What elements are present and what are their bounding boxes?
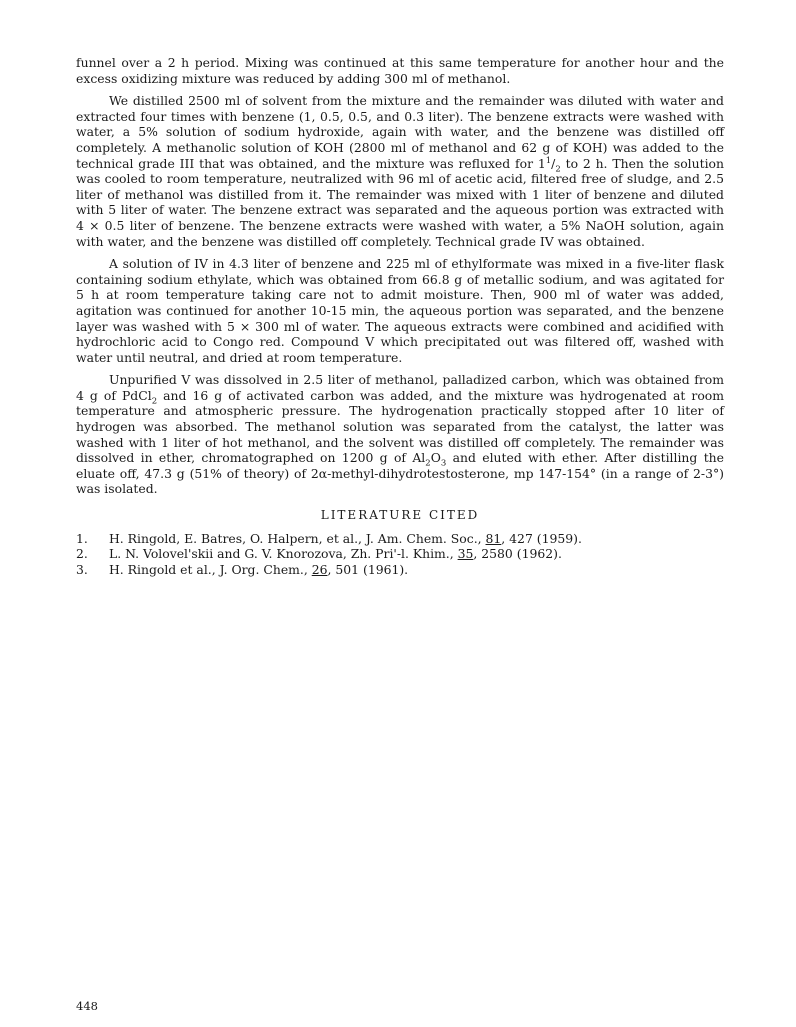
reference-volume: 81 xyxy=(485,530,502,546)
paragraph-3-text: A solution of IV in 4.3 liter of benzene and 225 ml of ethylformate was mixed in a five-liter flask containing sodium ethylate, which was obtained from 66.8 g of metallic sodium, and was agitated for 5 h at room temperature taking care not to admit moisture. Then, 900 ml of water was added, agitation was continued for another 10-15 min, the aqueous portion was separated, and the benzene layer was washed with 5 × 300 ml of water. The aqueous extracts were combined and acidified with hydrochloric acid to Congo red. Compound V which precipitated out was filtered off, washed with water until neutral, and dried at room temperature. xyxy=(76,256,724,365)
paragraph-1 xyxy=(76,55,724,86)
reference-authors: H. Ringold et al., J. Org. Chem., xyxy=(109,561,312,577)
reference-item xyxy=(76,531,724,547)
paragraph-4-text-c: O xyxy=(430,450,441,466)
paragraph-2: We distilled 2500 ml of solvent from the mixture and the remainder was diluted with water and extracted four times with benzene (1, 0.5, 0.5, and 0.3 liter). The benzene extracts were washed with water, a 5% solution of sodium hydroxide, again with water, and the benzene was distilled off completely. A methanolic solution of KOH (2800 ml of methanol and 62 g of KOH) was added to the technical grade III that was obtained, and the mixture was refluxed for $1^1/_2$ to 2 h. Then the solution was cooled to room temperature, neutralized with 96 ml of acetic acid, filtered free of sludge, and 2.5 liter of methanol was distilled from it. The remainder was mixed with 1 liter of benzene and diluted with 5 liter of water. The benzene extract was separated and the aqueous portion was extracted with 4 × 0.5 liter of benzene. The benzene extracts were washed with water, a 5% NaOH solution, again with water, and the benzene was distilled off completely. Technical grade IV was obtained. xyxy=(76,93,724,249)
paragraph-4-text-d: and eluted with ether. After distilling the eluate off, 47.3 g (51% of theory) of 2α-methyl-dihydrotestosterone, mp 147-154° (in a range of 2-3°) was isolated. xyxy=(76,450,724,497)
paragraph-2-text-a: We distilled 2500 ml of solvent from the mixture and the remainder was diluted with water and extracted four times with benzene (1, 0.5, 0.5, and 0.3 liter). The benzene extracts were washed with water, a 5% solution of sodium hydroxide, again with water, and the benzene was distilled off completely. A methanolic solution of KOH (2800 ml of methanol and 62 g of KOH) was added to the technical grade III that was obtained, and the mixture was refluxed for 1 xyxy=(76,93,724,171)
reference-text xyxy=(109,562,724,578)
subscript-pdcl2: 2 xyxy=(151,396,158,407)
paragraph-3 xyxy=(76,256,724,365)
reference-number: 1. xyxy=(76,530,88,546)
paragraph-1-text: funnel over a 2 h period. Mixing was continued at this same temperature for another hour and the excess oxidizing mixture was reduced by adding 300 ml of methanol. xyxy=(76,55,724,86)
reference-pages: , 2580 (1962). xyxy=(473,546,562,562)
reference-item xyxy=(76,562,724,578)
reference-text xyxy=(109,546,724,562)
reference-pages: , 427 (1959). xyxy=(501,530,582,546)
subscript-al2: 2 xyxy=(425,458,431,469)
reference-volume: 35 xyxy=(457,546,474,562)
paragraph-2-text-b: to 2 h. Then the solution was cooled to room temperature, neutralized with 96 ml of acetic acid, filtered free of sludge, and 2.5 liter of methanol was distilled from it. The remainder was mixed with 1 liter of benzene and diluted with 5 liter of water. The benzene extract was separated and the aqueous portion was extracted with 4 × 0.5 liter of benzene. The benzene extracts were washed with water, a 5% NaOH solution, again with water, and the benzene was distilled off completely. Technical grade IV was obtained. xyxy=(76,155,724,249)
reference-authors: H. Ringold, E. Batres, O. Halpern, et al., J. Am. Chem. Soc., xyxy=(109,530,486,546)
reference-authors: L. N. Volovel'skii and G. V. Knorozova, Zh. Pri'-l. Khim., xyxy=(109,546,458,562)
literature-cited-heading: LITERATURE CITED xyxy=(320,508,480,523)
fraction-numerator: 1 xyxy=(545,155,552,166)
reference-number: 3. xyxy=(76,561,88,577)
subscript-o3: 3 xyxy=(440,458,447,469)
reference-list xyxy=(76,531,724,578)
reference-number: 2. xyxy=(76,546,88,562)
fraction-denominator: 2 xyxy=(555,164,561,175)
paragraph-4-text-b: and 16 g of activated carbon was added, and the mixture was hydrogenated at room temperature and atmospheric pressure. The hydrogenation practically stopped after 10 liter of hydrogen was absorbed. The methanol solution was separated from the catalyst, the latter was washed with 1 liter of hot methanol, and the solvent was distilled off completely. The remainder was dissolved in ether, chromatographed on 1200 g of Al xyxy=(76,387,725,466)
paragraph-4-text-a: Unpurified V was dissolved in 2.5 liter of methanol, palladized carbon, which was obtained from 4 g of PdCl xyxy=(76,372,724,403)
reference-text xyxy=(109,531,724,547)
reference-volume: 26 xyxy=(311,561,328,577)
page-number: 448 xyxy=(76,999,98,1013)
reference-item xyxy=(76,546,724,562)
text-column xyxy=(76,55,724,577)
reference-pages: , 501 (1961). xyxy=(327,561,409,577)
paragraph-4 xyxy=(76,372,724,497)
